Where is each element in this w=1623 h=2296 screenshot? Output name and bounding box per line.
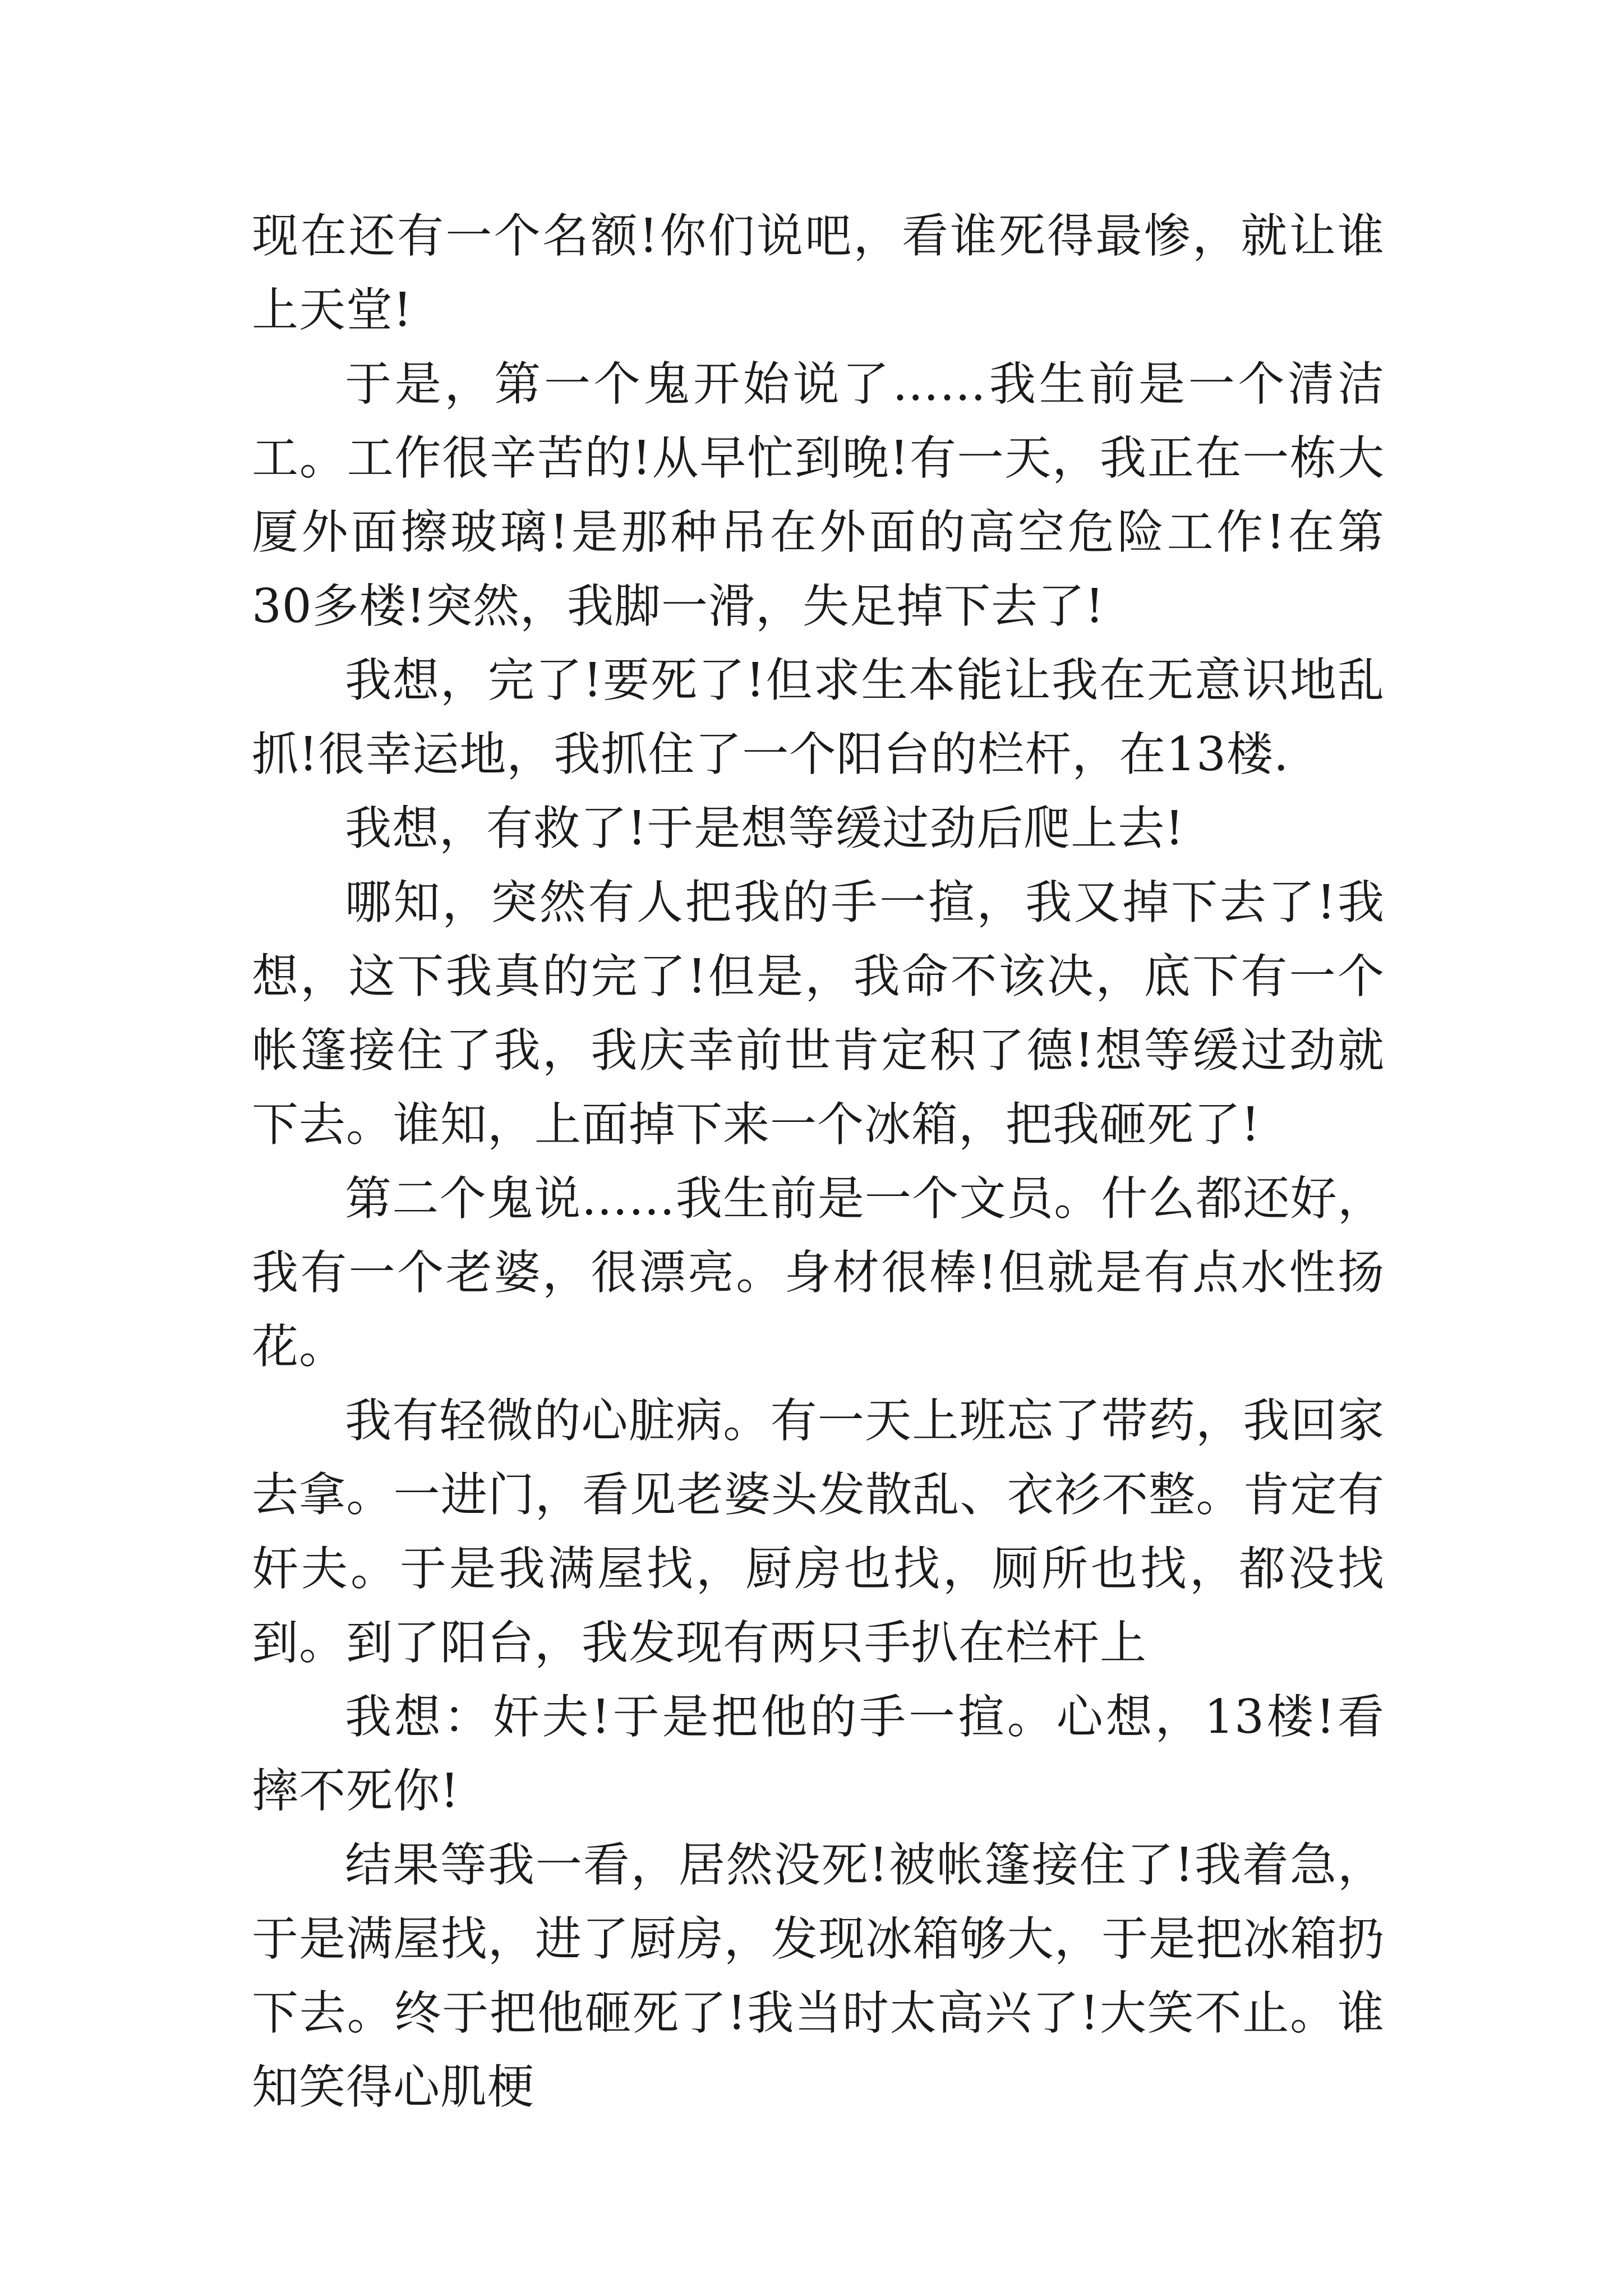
paragraph-7: 我有轻微的心脏病。有一天上班忘了带药，我回家去拿。一进门，看见老婆头发散乱、衣衫不整。肯定有奸夫。于是我满屋找，厨房也找，厕所也找，都没找到。到了阳台，我发现有两只手扒在栏杆上: [252, 1393, 1385, 1670]
paragraph-8: 我想：奸夫!于是把他的手一揎。心想，13楼!看摔不死你!: [252, 1690, 1385, 1818]
paragraph-3: 我想，完了!要死了!但求生本能让我在无意识地乱抓!很幸运地，我抓住了一个阳台的栏杆，在13楼.: [252, 653, 1385, 781]
paragraph-2: 于是，第一个鬼开始说了……我生前是一个清洁工。工作很辛苦的!从早忙到晚!有一天，我正在一栋大厦外面擦玻璃!是那种吊在外面的高空危险工作!在第30多楼!突然，我脚一滑，失足掉下去了!: [252, 357, 1385, 633]
paragraph-4: 我想，有救了!于是想等缓过劲后爬上去!: [345, 801, 1184, 855]
document-body: [252, 199, 1385, 2124]
paragraph-1: 现在还有一个名额!你们说吧，看谁死得最惨，就让谁上天堂!: [252, 209, 1385, 337]
paragraph-6: 第二个鬼说……我生前是一个文员。什么都还好，我有一个老婆，很漂亮。身材很棒!但就是有点水性扬花。: [252, 1171, 1385, 1374]
paragraph-9: 结果等我一看，居然没死!被帐篷接住了!我着急，于是满屋找，进了厨房，发现冰箱够大，于是把冰箱扔下去。终于把他砸死了!我当时太高兴了!大笑不止。谁知笑得心肌梗: [252, 1838, 1385, 2114]
paragraph-5: 哪知，突然有人把我的手一揎，我又掉下去了!我想，这下我真的完了!但是，我命不该决，底下有一个帐篷接住了我，我庆幸前世肯定积了德!想等缓过劲就下去。谁知，上面掉下来一个冰箱，把我砸死了!: [252, 875, 1385, 1152]
